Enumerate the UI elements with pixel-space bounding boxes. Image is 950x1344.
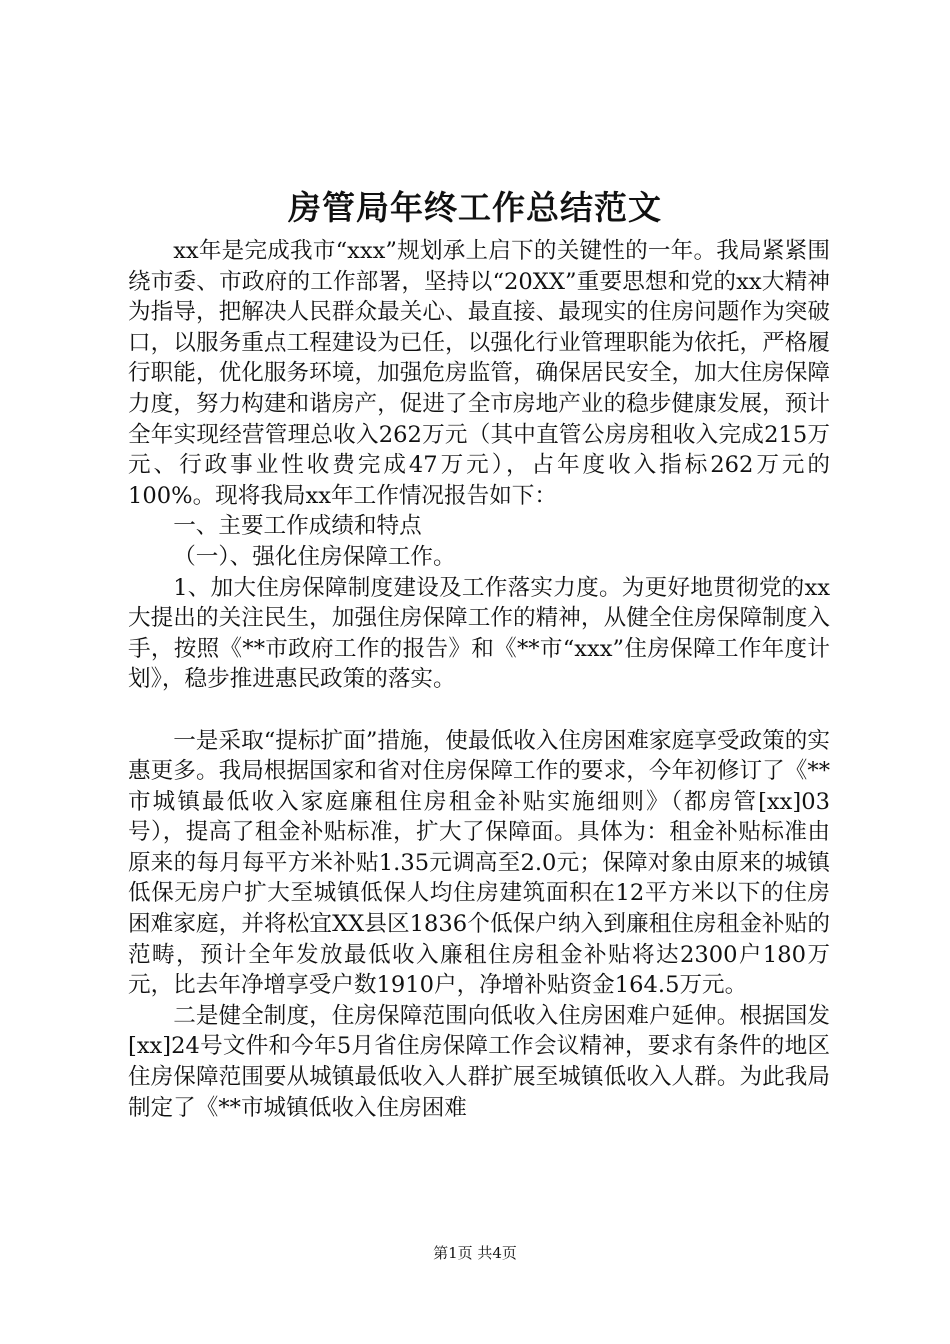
page-footer: 第1页 共4页	[433, 1244, 517, 1262]
section-heading-main-achievements: 一、主要工作成绩和特点	[173, 513, 422, 540]
paragraph-point-one: 一是采取“提标扩面”措施，使最低收入住房困难家庭享受政策的实惠更多。我局根据国家和省对住房保障工作的要求，今年初修订了《**市城镇最低收入家庭廉租住房租金补贴实施细则》（都房管[xx]03号），提高了租金补贴标准，扩大了保障面。具体为：租金补贴标准由原来的每月每平方米补贴1.35元调高至2.0元；保障对象由原来的城镇低保无房户扩大至城镇低保人均住房建筑面积在12平方米以下的住房困难家庭，并将松宜XX县区1836个低保户纳入到廉租住房租金补贴的范畴，预计全年发放最低收入廉租住房租金补贴将达2300户180万元，比去年净增享受户数1910户，净增补贴资金164.5万元。	[128, 727, 830, 999]
paragraph-intro: xx年是完成我市“xxx”规划承上启下的关键性的一年。我局紧紧围绕市委、市政府的工作部署，坚持以“20XX”重要思想和党的xx大精神为指导，把解决人民群众最关心、最直接、最现实的住房问题作为突破口，以服务重点工程建设为已任，以强化行业管理职能为依托，严格履行职能，优化服务环境，加强危房监管，确保居民安全，加大住房保障力度，努力构建和谐房产，促进了全市房地产业的稳步健康发展，预计全年实现经营管理总收入262万元（其中直管公房房租收入完成215万元、行政事业性收费完成47万元），占年度收入指标262万元的100%。现将我局xx年工作情况报告如下：	[128, 238, 830, 509]
paragraph-point-two: 二是健全制度，住房保障范围向低收入住房困难户延伸。根据国发[xx]24号文件和今年5月省住房保障工作会议精神，要求有条件的地区住房保障范围要从城镇最低收入人群扩展至城镇低收入人群。为此我局制定了《**市城镇低收入住房困难	[128, 1002, 830, 1121]
document-body	[128, 236, 830, 1123]
document-title: 房管局年终工作总结范文	[288, 188, 662, 227]
paragraph-item-1: 1、加大住房保障制度建设及工作落实力度。为更好地贯彻党的xx大提出的关注民生，加强住房保障工作的精神，从健全住房保障制度入手，按照《**市政府工作的报告》和《**市“xxx”住房保障工作年度计划》，稳步推进惠民政策的落实。	[128, 574, 830, 693]
subsection-heading-housing-security: （一）、强化住房保障工作。	[173, 543, 456, 570]
